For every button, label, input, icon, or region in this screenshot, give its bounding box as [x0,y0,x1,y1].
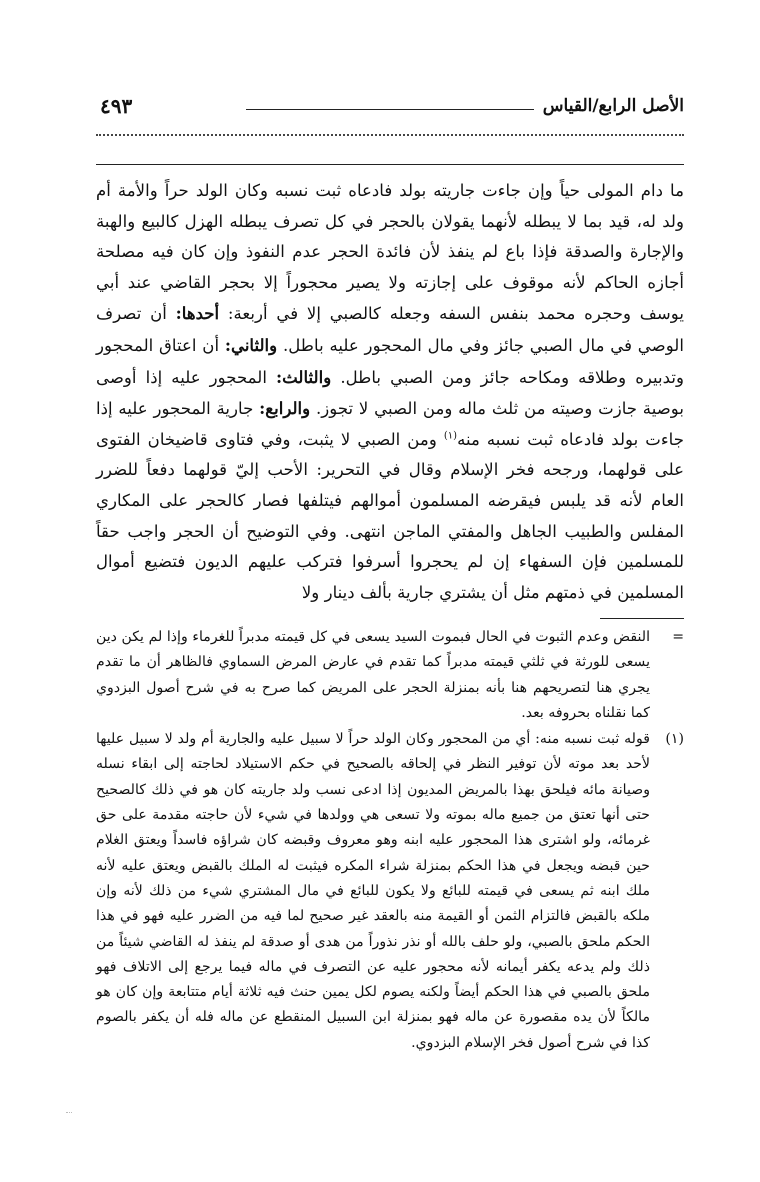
main-text-part: جارية المحجور عليه إذا جاءت بولد فادعاه ثبت نسبه منه [96,399,684,449]
main-text-part: أن تصرف الوصي في مال الصبي جائز وفي مال المحجور عليه باطل. [96,304,684,355]
footnote-ref: (١) [443,430,458,442]
page-number: ٤٩٣ [100,94,133,118]
footnote-marker: (١) [665,731,684,748]
main-text-part: أن اعتاق المحجور وتدبيره وطلاقه ومكاحه جائز ومن الصبي باطل. [96,335,685,387]
header-rule [246,109,534,110]
chapter-title: الأصل الرابع/القياس [542,96,684,116]
footnote-1 [96,727,684,1056]
footnote-separator [600,618,684,619]
item-label-first: أحدها: [175,303,220,324]
main-text [96,176,684,608]
item-label-third: والثالث: [276,366,332,387]
main-text-part: المحجور عليه إذا أوصى بوصية جازت وصيته من ثلث ماله ومن الصبي لا تجوز. [96,367,684,419]
main-text-part: ومن الصبي لا يثبت، وفي فتاوى قاضيخان الفتوى على قولهما، ورجحه فخر الإسلام وقال في التحرير: الأحب إليّ قولهما دفعاً للضرر العام لأنه قد يلبس فيقرضه المسلمون أموالهم فيتلفها فصار كالحجر على المكاري المفلس والطبيب الجاهل والمفتي الماجن انتهى. وفي التوضيح أن الحجر واجب حقاً للمسلمين فإن السفهاء إن لم يحجروا أسرفوا فتركب عليهم الديون فتضيع أموال المسلمين في ذمتهم مثل أن يشتري جارية بألف دينار ولا [96,429,684,602]
main-text-part: ما دام المولى حياً وإن جاءت جاريته بولد فادعاه ثبت نسبه وكان الولد حراً والأمة أم ولد له، قيد بما لا يبطله لأنهما يقولان بالحجر في كل تصرف يبطله الهزل كالبيع والهبة والإجارة والصدقة فإذا باع لم ينفذ لأن فائدة الحجر عدم النفوذ وإن كان فيه مصلحة أجازه الحاكم لأنه موقوف على إجازته ولا يصير محجوراً إلا بحجر القاضي عند أبي يوسف وحجره محمد بنفس السفه وجعله كالصبي إلا في أربعة: [96,181,684,324]
footnote-text: قوله ثبت نسبه منه: أي من المحجور وكان الولد حراً لا سبيل عليه والجارية أم ولد لا سبيل عليها لأحد بعد موته لأن توفير النظر في إلحاقه بالصحيح في حكم الاستيلاد لحاجته إلى ابقاء نسله وصيانة مائه فيلحق بهذا بالمريض المديون إذا ادعى نسب ولد جاريته كان هو في ذلك كالصحيح حتى أنها تعتق من جميع ماله بموته ولا تسعى هي وولدها في شيء لأن حاجته مقدمة على حق غرمائه، ولو اشترى هذا المحجور عليه ابنه وهو معروف وقبضه كان شراؤه فاسداً ويعتق الغلام حين قبضه ويجعل في هذا الحكم بمنزلة شراء المكره فيثبت له الملك بالقبض ويعتق عليه لأنه ملك ابنه ثم يسعى في قيمته للبائع ولا يكون للبائع في مال المشتري شيء من ذلك لأنه وإن ملكه بالقبض فالتزام الثمن أو القيمة منه بالعقد غير صحيح لما فيه من الضرر عليه فهو في هذا الحكم ملحق بالصبي، ولو حلف بالله أو نذر نذوراً من هدى أو صدقة لم ينفذ له القاضي شيئاً من ذلك ولم يدعه يكفر أيمانه لأنه محجور عليه عن التصرف في ماله فيما يرجع إلى الاتلاف فهو ملحق بالصبي في هذا الحكم أيضاً ولكنه يصوم لكل يمين حنث فيه ثلاثة أيام متتابعة وإن كان هو مالكاً لأن يده مقصورة عن ماله فهو بمنزلة ابن السبيل المنقطع عن ماله فله أن يكفر بالصوم كذا في شرح أصول فخر الإسلام البزدوي. [96,731,650,1051]
item-label-second: والثاني: [224,334,278,355]
item-label-fourth: والرابع: [259,398,311,419]
continuation-marker: = [672,629,684,645]
dotted-separator [96,134,684,136]
running-header [96,96,684,130]
top-rule [96,164,684,165]
footnote-continuation [96,625,684,726]
footnote-text: النقض وعدم الثبوت في الحال فبموت السيد يسعى في كل قيمته مدبراً للغرماء وإذا لم يكن دين يسعى للورثة في ثلثي قيمته مدبراً كما تقدم في عارض المرض السماوي فالظاهر أن ما تقدم يجري هنا لتصريحهم هنا بأنه بمنزلة الحجر على المريض كما صرح به في شرح أصول البزدوي كما نقلناه بحروفه بعد. [96,629,650,721]
margin-mark [66,1112,72,1113]
footnotes [96,625,684,1056]
